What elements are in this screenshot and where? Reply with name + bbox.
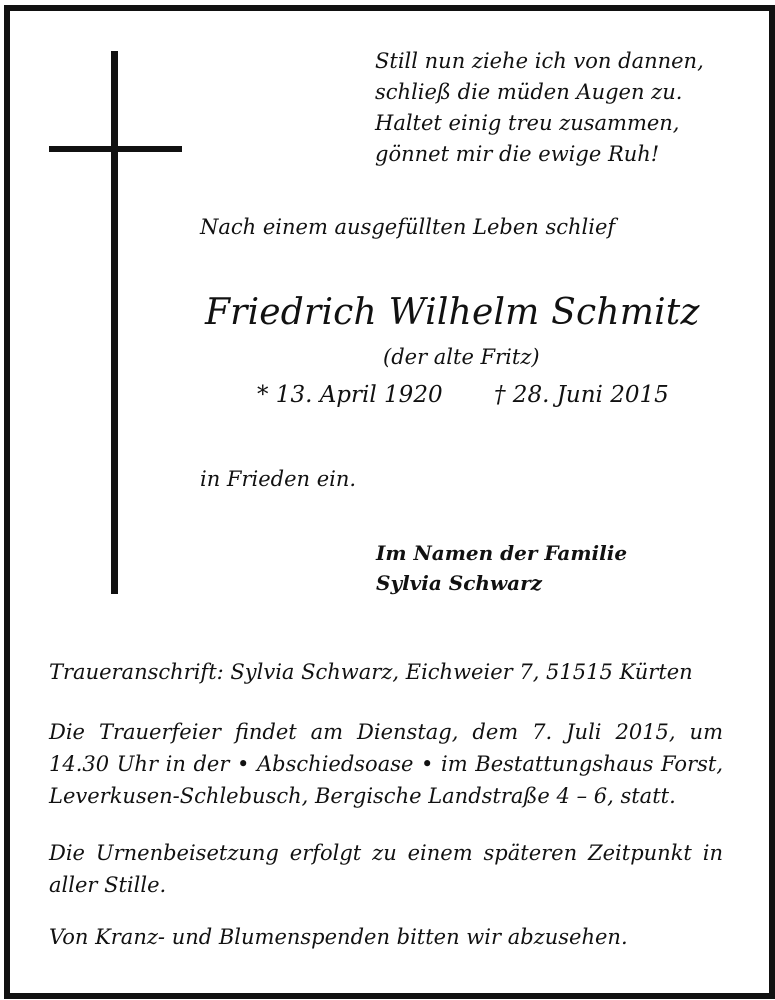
poem-line: Haltet einig treu zusammen, — [375, 111, 680, 135]
family-signature — [376, 538, 627, 598]
intro-text: Nach einem ausgefüllten Leben schlief — [200, 215, 616, 239]
poem — [375, 46, 704, 170]
poem-line: gönnet mir die ewige Ruh! — [375, 142, 660, 166]
urn-line: Die Urnenbeisetzung erfolgt zu einem späteren Zeitpunkt in — [49, 841, 723, 865]
cross-icon-horizontal-bar — [49, 146, 182, 152]
poem-line: Still nun ziehe ich von dannen, — [375, 49, 704, 73]
cross-icon-vertical-bar — [111, 51, 118, 594]
flowers-notice: Von Kranz- und Blumenspenden bitten wir abzusehen. — [49, 925, 628, 949]
family-line: Im Namen der Familie — [376, 541, 628, 565]
ceremony-line: Leverkusen-Schlebusch, Bergische Landstraße 4 – 6, statt. — [49, 784, 676, 808]
mourning-address: Traueranschrift: Sylvia Schwarz, Eichweier 7, 51515 Kürten — [49, 660, 693, 684]
urn-notice — [49, 837, 723, 901]
outro-text: in Frieden ein. — [200, 467, 357, 491]
family-signer: Sylvia Schwarz — [376, 571, 543, 595]
birth-date: * 13. April 1920 — [257, 382, 443, 408]
urn-line: aller Stille. — [49, 873, 167, 897]
deceased-nickname: (der alte Fritz) — [383, 345, 540, 369]
ceremony-line: 14.30 Uhr in der • Abschiedsoase • im Bestattungshaus Forst, — [49, 752, 723, 776]
death-date: † 28. Juni 2015 — [494, 382, 669, 408]
ceremony-notice — [49, 716, 723, 812]
deceased-name: Friedrich Wilhelm Schmitz — [205, 292, 700, 333]
ceremony-line: Die Trauerfeier findet am Dienstag, dem 7. Juli 2015, um — [49, 720, 723, 744]
poem-line: schließ die müden Augen zu. — [375, 80, 683, 104]
